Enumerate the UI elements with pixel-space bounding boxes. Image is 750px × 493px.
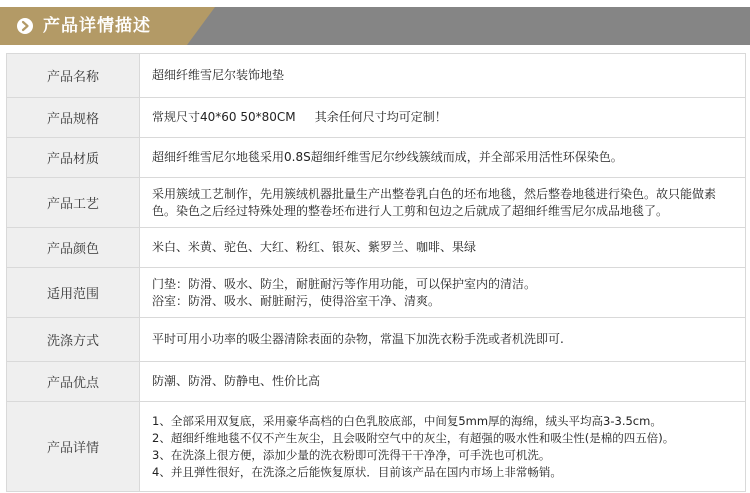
row-label: 产品优点: [7, 362, 140, 402]
table-row: [7, 268, 746, 318]
table-row: [7, 54, 746, 98]
scope-line-doormat: 门垫：防滑、吸水、防尘，耐脏耐污等作用功能，可以保护室内的清洁。: [152, 276, 537, 291]
application-scope-value: [140, 268, 746, 318]
table-row: [7, 228, 746, 268]
row-label: 洗涤方式: [7, 318, 140, 362]
table-row: [7, 98, 746, 138]
washing-method-value: 平时可用小功率的吸尘器清除表面的杂物，常温下加洗衣粉手洗或者机洗即可.: [140, 318, 746, 362]
detail-line: 1、全部采用双复底，采用豪华高档的白色乳胶底部，中间复5mm厚的海绵，绒头平均高3-3.5cm。: [152, 413, 662, 428]
table-row: [7, 178, 746, 228]
section-title: 产品详情描述: [43, 16, 151, 36]
chevron-right-circle-icon: [17, 18, 33, 34]
product-spec-value: 常规尺寸40*60 50*80CM 其余任何尺寸均可定制！: [140, 98, 746, 138]
detail-line: 2、超细纤维地毯不仅不产生灰尘，且会吸附空气中的灰尘，有超强的吸水性和吸尘性(是棉的四五倍)。: [152, 430, 675, 445]
product-material-value: 超细纤维雪尼尔地毯采用0.8S超细纤维雪尼尔纱线簇绒而成，并全部采用活性环保染色。: [140, 138, 746, 178]
row-label: 产品详情: [7, 402, 140, 492]
row-label: 产品规格: [7, 98, 140, 138]
product-spec-table: [6, 53, 746, 492]
row-label: 适用范围: [7, 268, 140, 318]
product-craft-value: 采用簇绒工艺制作，先用簇绒机器批量生产出整卷乳白色的坯布地毯，然后整卷地毯进行染色。故只能做素色。染色之后经过特殊处理的整卷坯布进行人工剪和包边之后就成了超细纤维雪尼尔成品地毯了。: [140, 178, 746, 228]
table-row: [7, 138, 746, 178]
row-label: 产品颜色: [7, 228, 140, 268]
product-details-value: [140, 402, 746, 492]
detail-line: 4、并且弹性很好，在洗涤之后能恢复原状．目前该产品在国内市场上非常畅销。: [152, 464, 562, 479]
product-name-value: 超细纤维雪尼尔装饰地垫: [140, 54, 746, 98]
product-color-value: 米白、米黄、驼色、大红、粉红、银灰、紫罗兰、咖啡、果绿: [140, 228, 746, 268]
table-row: [7, 362, 746, 402]
row-label: 产品工艺: [7, 178, 140, 228]
scope-line-bathroom: 浴室：防滑、吸水、耐脏耐污，使得浴室干净、清爽。: [152, 293, 441, 308]
detail-line: 3、在洗涤上很方便，添加少量的洗衣粉即可洗得干干净净，可手洗也可机洗。: [152, 447, 551, 462]
table-row: [7, 402, 746, 492]
row-label: 产品材质: [7, 138, 140, 178]
advantages-value: 防潮、防滑、防静电、性价比高: [140, 362, 746, 402]
table-row: [7, 318, 746, 362]
section-header: [0, 7, 750, 45]
row-label: 产品名称: [7, 54, 140, 98]
